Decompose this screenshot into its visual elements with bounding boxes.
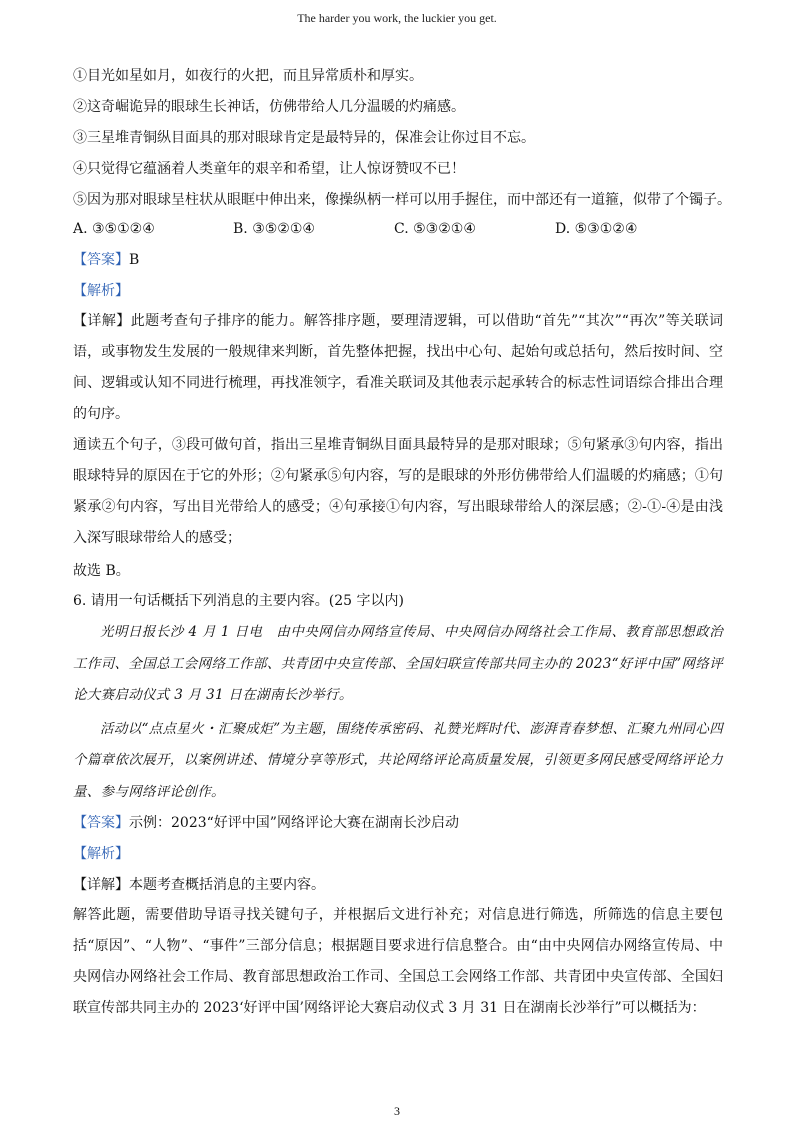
q6-answer-label: 【答案】	[73, 815, 129, 831]
sentence-5: ⑤因为那对眼球呈柱状从眼眶中伸出来，像操纵柄一样可以用手握住，而中部还有一道箍，似带了个镯子。	[73, 192, 731, 208]
q5-analysis-heading	[73, 277, 723, 305]
page-number: 3	[394, 1104, 400, 1118]
q5-reasoning	[73, 430, 723, 554]
q6-news-paragraph-2	[73, 714, 723, 809]
q6-answer	[73, 809, 723, 837]
page-body	[73, 62, 731, 1024]
sentence-2: ②这奇崛诡异的眼球生长神话，仿佛带给人几分温暖的灼痛感。	[73, 99, 465, 115]
q5-conclusion: 故选 B。	[73, 563, 130, 579]
q6-answer-value: 示例：2023“好评中国”网络评论大赛在湖南长沙启动	[129, 815, 459, 831]
q6-analysis-heading	[73, 840, 723, 868]
q6-news-paragraph-1	[73, 617, 723, 712]
sentence-3: ③三星堆青铜纵目面具的那对眼球肯定是最特异的，保准会让你过目不忘。	[73, 130, 535, 146]
q6-detail-label: 【详解】	[73, 877, 129, 893]
option-b: B. ③⑤②①④	[233, 221, 315, 237]
q6-news-text-2: 活动以“点点星火・汇聚成炬”为主题，围绕传承密码、礼赞光辉时代、澎湃青春梦想、汇聚九州同心四个篇章依次展开，以案例讲述、情境分享等形式，共论网络评论高质量发展，引领更多网民感受网络评论力量、参与网络评论创作。	[73, 720, 723, 800]
option-d: D. ⑤③①②④	[555, 221, 638, 237]
q5-analysis-label: 【解析】	[73, 283, 129, 299]
page-header: The harder you work, the luckier you get.	[297, 11, 497, 25]
q6-detail	[73, 871, 723, 899]
q5-detail-text: 此题考查句子排序的能力。解答排序题，要理清逻辑，可以借助“首先”“其次”“再次”等关联词语，或事物发生发展的一般规律来判断，首先整体把握，找出中心句、起始句或总括句，然后按时间、空间、逻辑或认知不同进行梳理，再找准领字，看准关联词及其他表示起承转合的标志性词语综合排出合理的句序。	[73, 313, 723, 422]
q5-answer-value: B	[129, 252, 140, 268]
q6-news-text-1: 光明日报长沙 4 月 1 日电 由中央网信办网络宣传局、中央网信办网络社会工作局、教育部思想政治工作司、全国总工会网络工作部、共青团中央宣传部、全国妇联宣传部共同主办的 2023“好评中国”网络评论大赛启动仪式 3 月 31 日在湖南长沙举行。	[73, 624, 723, 703]
q5-answer-label: 【答案】	[73, 252, 129, 268]
answer-options	[73, 215, 723, 243]
q6-detail-text: 本题考查概括消息的主要内容。	[129, 877, 325, 893]
q6-method	[73, 900, 723, 1024]
q5-reasoning-text: 通读五个句子，③段可做句首，指出三星堆青铜纵目面具最特异的是那对眼球；⑤句紧承③句内容，指出眼球特异的原因在于它的外形；②句紧承⑤句内容，写的是眼球的外形仿佛带给人们温暖的灼痛感；①句紧承②句内容，写出目光带给人的感受；④句承接①句内容，写出眼球带给人的深层感；②-①-④是由浅入深写眼球带给人的感受；	[73, 437, 723, 546]
option-a: A. ③⑤①②④	[73, 221, 155, 237]
q6-method-text: 解答此题，需要借助导语寻找关键句子，并根据后文进行补充；对信息进行筛选，所筛选的信息主要包括“原因”、“人物”、“事件”三部分信息；根据题目要求进行信息整合。由“由中央网信办网络宣传局、中央网信办网络社会工作局、教育部思想政治工作司、全国总工会网络工作部、共青团中央宣传部、全国妇联宣传部共同主办的 2023‘好评中国’网络评论大赛启动仪式 3 月 31 日在湖南长沙举行”可以概括为：	[73, 907, 723, 1016]
q5-detail-label: 【详解】	[73, 313, 131, 329]
q5-detail	[73, 306, 723, 430]
sentence-4: ④只觉得它蕴涵着人类童年的艰辛和希望，让人惊讶赞叹不已！	[73, 161, 465, 177]
option-c: C. ⑤③②①④	[394, 221, 476, 237]
q6-question: 6. 请用一句话概括下列消息的主要内容。(25 字以内)	[73, 593, 404, 609]
q5-answer	[73, 246, 723, 274]
q6-analysis-label: 【解析】	[73, 846, 129, 862]
sentence-1: ①目光如星如月，如夜行的火把，而且异常质朴和厚实。	[73, 68, 423, 84]
